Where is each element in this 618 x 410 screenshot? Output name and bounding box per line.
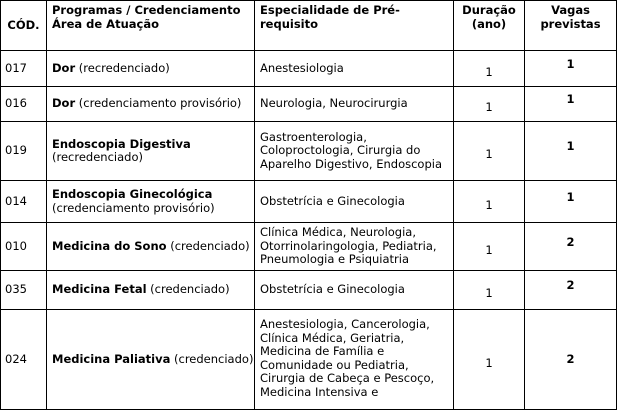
cell-programa — [47, 223, 255, 271]
program-status: (credenciamento provisório) — [78, 96, 242, 111]
header-programas: Programas / Credenciamento Área de Atuação — [47, 1, 255, 51]
header-vagas: Vagas previstas — [525, 1, 617, 51]
cell-programa — [47, 122, 255, 181]
cell-vagas: 1 — [525, 181, 617, 223]
table-row — [1, 223, 617, 271]
table-row — [1, 51, 617, 87]
table-row — [1, 310, 617, 410]
cell-vagas: 2 — [525, 310, 617, 410]
program-name: Endoscopia Ginecológica — [52, 187, 213, 201]
program-status: (recredenciado) — [52, 150, 143, 164]
program-name: Medicina do Sono — [52, 238, 167, 253]
table-row — [1, 87, 617, 122]
program-name: Medicina Paliativa — [52, 351, 171, 366]
cell-especialidade: Anestesiologia — [255, 51, 454, 87]
table-row — [1, 181, 617, 223]
cell-cod: 016 — [1, 87, 47, 122]
cell-duracao: 1 — [454, 271, 525, 310]
cell-cod: 035 — [1, 271, 47, 310]
cell-vagas: 1 — [525, 122, 617, 181]
cell-cod: 024 — [1, 310, 47, 410]
header-cod: CÓD. — [1, 1, 47, 51]
cell-cod: 017 — [1, 51, 47, 87]
program-name: Dor — [52, 96, 76, 111]
table-row — [1, 122, 617, 181]
cell-cod: 010 — [1, 223, 47, 271]
program-status: (credenciado) — [174, 351, 254, 366]
cell-vagas: 2 — [525, 223, 617, 271]
cell-programa — [47, 271, 255, 310]
cell-especialidade: Obstetrícia e Ginecologia — [255, 181, 454, 223]
cell-vagas: 1 — [525, 51, 617, 87]
cell-duracao: 1 — [454, 51, 525, 87]
program-status: (credenciado) — [170, 238, 250, 253]
cell-vagas: 2 — [525, 271, 617, 310]
cell-especialidade: Obstetrícia e Ginecologia — [255, 271, 454, 310]
cell-especialidade: Gastroenterologia, Coloproctologia, Cirurgia do Aparelho Digestivo, Endoscopia — [255, 122, 454, 181]
cell-especialidade: Clínica Médica, Neurologia, Otorrinolaringologia, Pediatria, Pneumologia e Psiquiatria — [255, 223, 454, 271]
program-status: (recredenciado) — [78, 60, 170, 75]
cell-duracao: 1 — [454, 223, 525, 271]
program-name: Endoscopia Digestiva — [52, 136, 191, 151]
program-name: Dor — [52, 60, 76, 75]
cell-vagas: 1 — [525, 87, 617, 122]
cell-programa — [47, 51, 255, 87]
cell-programa — [47, 181, 255, 223]
program-status: (credenciamento provisório) — [52, 200, 215, 215]
program-name: Medicina Fetal — [52, 282, 147, 297]
program-status: (credenciado) — [150, 282, 230, 297]
header-duracao: Duração (ano) — [454, 1, 525, 51]
cell-duracao: 1 — [454, 181, 525, 223]
cell-especialidade: Anestesiologia, Cancerologia, Clínica Médica, Geriatria, Medicina de Família e Comunidade ou Pediatria, Cirurgia de Cabeça e Pescoço, Medicina Intensiva e — [255, 310, 454, 410]
cell-duracao: 1 — [454, 87, 525, 122]
cell-programa — [47, 310, 255, 410]
cell-duracao: 1 — [454, 122, 525, 181]
cell-cod: 014 — [1, 181, 47, 223]
header-especialidade: Especialidade de Pré-requisito — [255, 1, 454, 51]
cell-programa — [47, 87, 255, 122]
cell-cod: 019 — [1, 122, 47, 181]
cell-especialidade: Neurologia, Neurocirurgia — [255, 87, 454, 122]
table-row — [1, 271, 617, 310]
header-row — [1, 1, 617, 51]
cell-duracao: 1 — [454, 310, 525, 410]
